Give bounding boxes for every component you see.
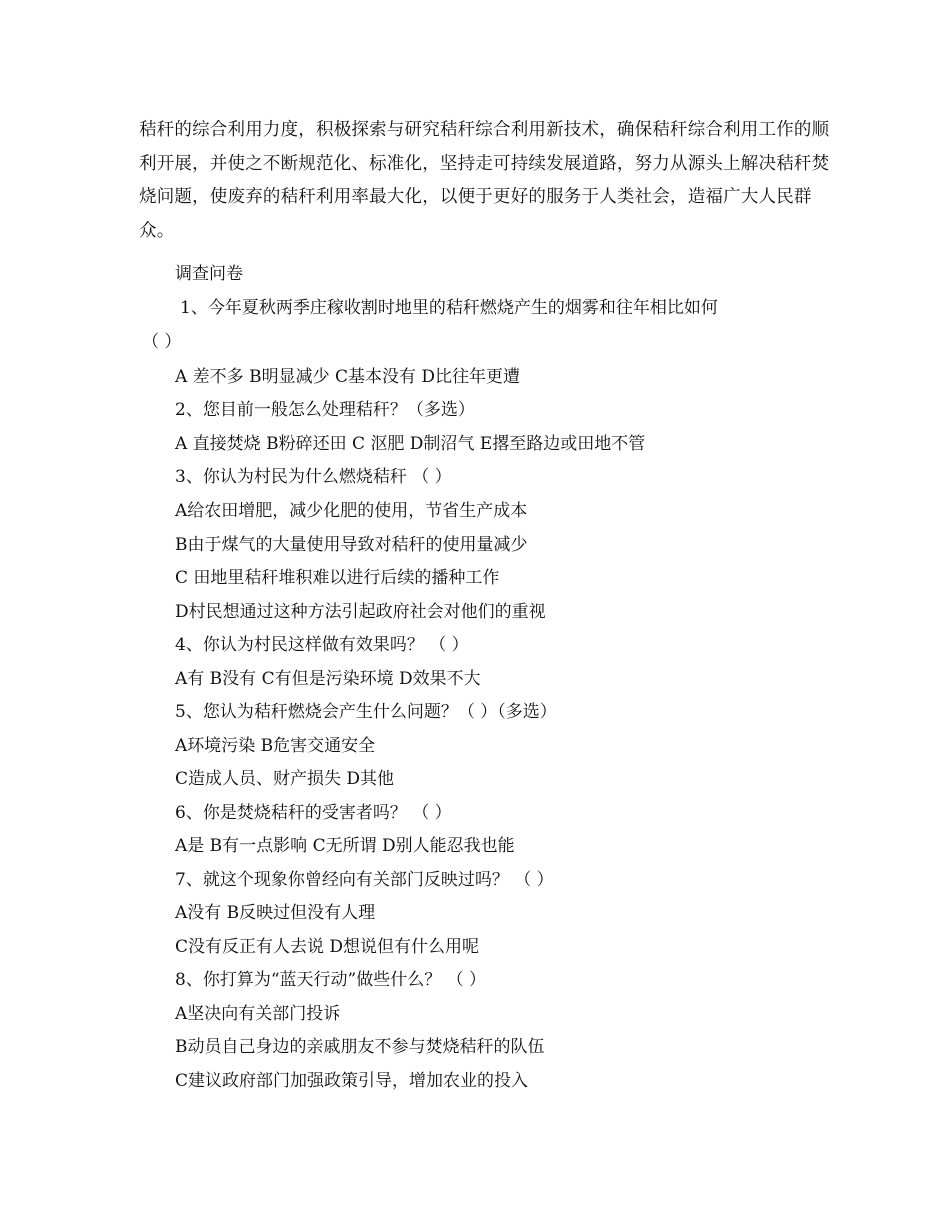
question-7-options-1: A没有 B反映过但没有人理 [175,903,376,923]
question-3-option-d: D村民想通过这种方法引起政府社会对他们的重视 [175,602,546,622]
question-8-option-a: A坚决向有关部门投诉 [175,1004,341,1024]
question-5-options-1: A环境污染 B危害交通安全 [175,736,376,756]
question-6: 6、你是焚烧秸秆的受害者吗？ （ ） [175,803,452,823]
question-4-options: A有 B没有 C有但是污染环境 D效果不大 [175,669,481,689]
question-7-options-2: C没有反正有人去说 D想说但有什么用呢 [175,937,480,957]
question-6-options: A是 B有一点影响 C无所谓 D别人能忍我也能 [175,836,515,856]
question-4: 4、你认为村民这样做有效果吗？ （ ） [175,635,469,655]
question-1: 1、今年夏秋两季庄稼收割时地里的秸秆燃烧产生的烟雾和往年相比如何 [180,298,718,318]
question-1-options: A 差不多 B明显减少 C基本没有 D比往年更遭 [175,367,521,387]
question-7: 7、就这个现象你曾经向有关部门反映过吗？ （ ） [175,870,554,890]
question-3: 3、你认为村民为什么燃烧秸秆 （ ） [175,467,452,487]
question-2-options: A 直接焚烧 B粉碎还田 C 沤肥 D制沼气 E撂至路边或田地不管 [175,434,646,454]
question-1-bracket: （ ） [142,332,182,352]
question-2: 2、您目前一般怎么处理秸秆？（多选） [175,400,475,420]
question-8: 8、你打算为“蓝天行动”做些什么？ （ ） [175,970,487,990]
question-5-options-2: C造成人员、财产损失 D其他 [175,769,395,789]
question-3-option-b: B由于煤气的大量使用导致对秸秆的使用量减少 [175,535,528,555]
intro-paragraph: 秸秆的综合利用力度，积极探索与研究秸秆综合利用新技术，确保秸秆综合利用工作的顺利开展，并使之不断规范化、标准化，坚持走可持续发展道路，努力从源头上解决秸秆焚烧问题，使废弃的秸秆利用率最大化，以便于更好的服务于人类社会，造福广大人民群众。 [139,120,830,241]
question-3-option-a: A给农田增肥，减少化肥的使用，节省生产成本 [175,501,528,521]
section-title: 调查问卷 [175,264,243,284]
question-5: 5、您认为秸秆燃烧会产生什么问题？（ ）（多选） [175,702,557,722]
question-8-option-c: C建议政府部门加强政策引导，增加农业的投入 [175,1071,529,1091]
question-3-option-c: C 田地里秸秆堆积难以进行后续的播种工作 [175,568,500,588]
question-8-option-b: B动员自己身边的亲戚朋友不参与焚烧秸秆的队伍 [175,1037,545,1057]
